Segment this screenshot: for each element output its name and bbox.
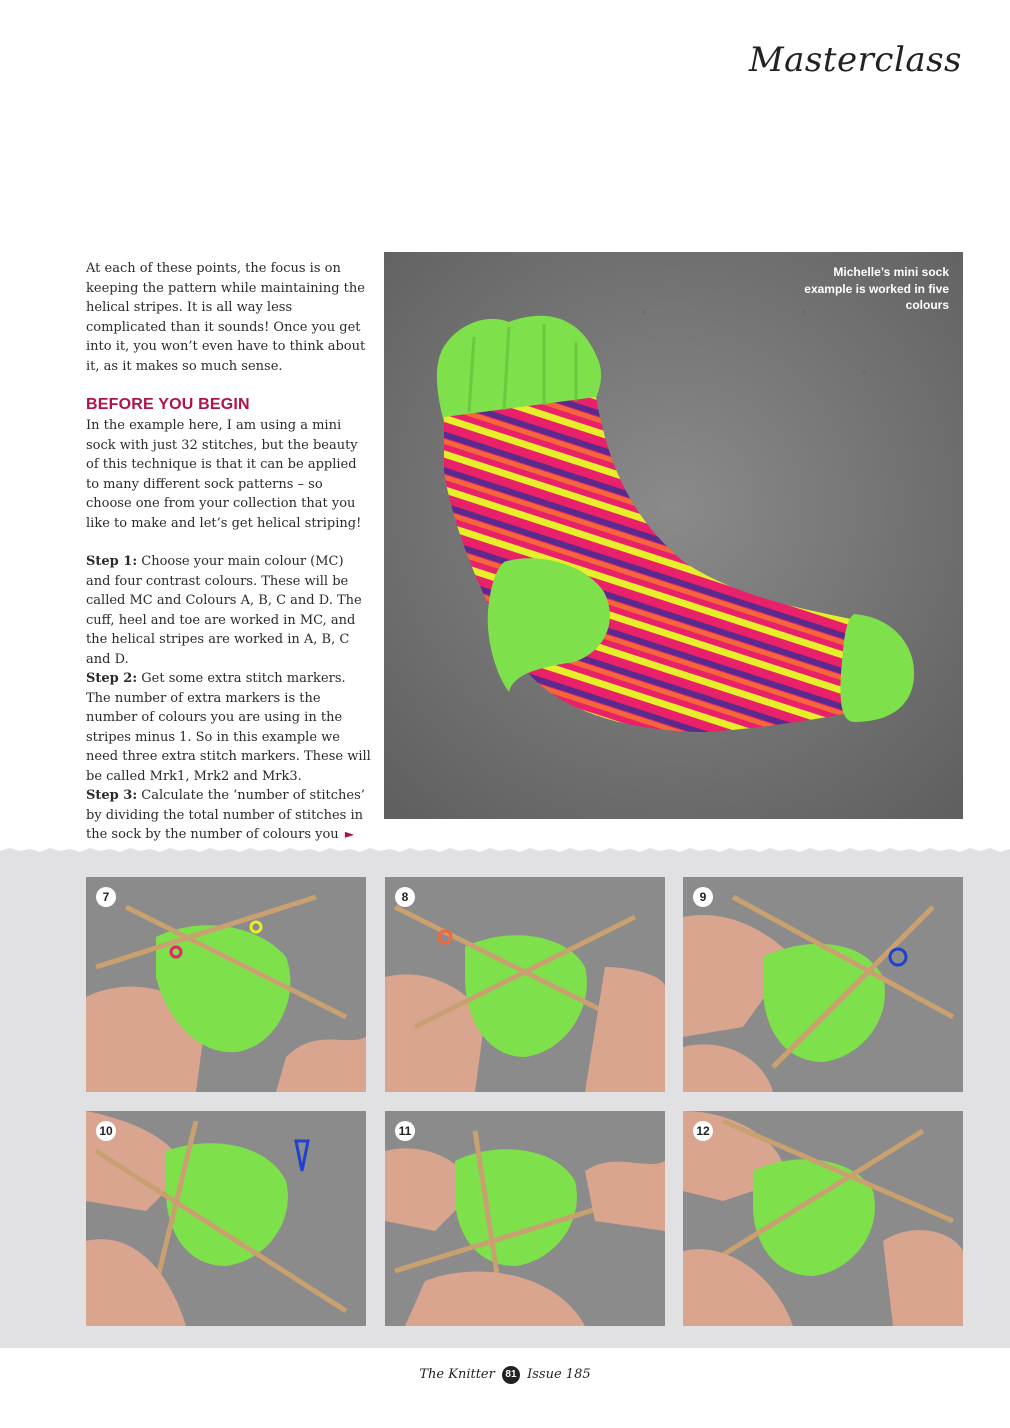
page-footer bbox=[0, 1366, 1010, 1384]
step-photo-11 bbox=[385, 1111, 665, 1326]
step-badge: 9 bbox=[693, 887, 713, 907]
hero-photo-mini-sock bbox=[384, 252, 963, 819]
step-3-paragraph bbox=[86, 786, 372, 845]
knitting-illustration bbox=[683, 1111, 963, 1326]
torn-paper-edge bbox=[0, 843, 1010, 863]
page-header-title: Masterclass bbox=[748, 40, 962, 80]
step-2-paragraph bbox=[86, 669, 372, 786]
before-you-begin-paragraph: In the example here, I am using a mini sock with just 32 stitches, but the beauty of this technique is that it can be applied to many different sock patterns – so choose one from your collection that you like to make and let’s get helical striping! bbox=[86, 418, 362, 531]
step-1-label: Step 1: bbox=[86, 554, 138, 569]
step-photo-8 bbox=[385, 877, 665, 1092]
section-heading: BEFORE YOU BEGIN bbox=[86, 396, 250, 413]
step-photo-9 bbox=[683, 877, 963, 1092]
step-1-text: Choose your main colour (MC) and four contrast colours. These will be called MC and Colours A, B, C and D. The cuff, heel and toe are worked in MC, and the helical stripes are worked in A, B, C and D. bbox=[86, 554, 362, 667]
step-3-label: Step 3: bbox=[86, 788, 138, 803]
continue-arrow-icon: ► bbox=[344, 827, 355, 841]
step-photo-7 bbox=[86, 877, 366, 1092]
step-badge: 11 bbox=[395, 1121, 415, 1141]
sock-illustration bbox=[384, 252, 963, 819]
knitting-illustration bbox=[385, 877, 665, 1092]
step-1-paragraph bbox=[86, 552, 372, 669]
knitting-illustration bbox=[86, 1111, 366, 1326]
intro-paragraph: At each of these points, the focus is on keeping the pattern while maintaining the helical stripes. It is all way less complicated than it sounds! Once you get into it, you won’t even have to think about it, as it makes so much sense. bbox=[86, 261, 366, 374]
article-column bbox=[86, 259, 372, 845]
knitting-illustration bbox=[683, 877, 963, 1092]
magazine-name: The Knitter bbox=[419, 1367, 495, 1382]
step-2-label: Step 2: bbox=[86, 671, 138, 686]
issue-number: Issue 185 bbox=[527, 1367, 591, 1382]
step-photo-10 bbox=[86, 1111, 366, 1326]
knitting-illustration bbox=[385, 1111, 665, 1326]
hero-caption: Michelle’s mini sock example is worked in five colours bbox=[804, 265, 949, 312]
step-3-text: Calculate the ‘number of stitches’ by dividing the total number of stitches in the sock by the number of colours you bbox=[86, 788, 365, 842]
step-badge: 10 bbox=[96, 1121, 116, 1141]
step-badge: 7 bbox=[96, 887, 116, 907]
knitting-illustration bbox=[86, 877, 366, 1092]
step-photo-12 bbox=[683, 1111, 963, 1326]
step-badge: 8 bbox=[395, 887, 415, 907]
step-2-text: Get some extra stitch markers. The number of extra markers is the number of colours you are using in the stripes minus 1. So in this example we need three extra stitch markers. These will be called Mrk1, Mrk2 and Mrk3. bbox=[86, 671, 371, 784]
step-badge: 12 bbox=[693, 1121, 713, 1141]
page-number: 81 bbox=[502, 1366, 520, 1384]
